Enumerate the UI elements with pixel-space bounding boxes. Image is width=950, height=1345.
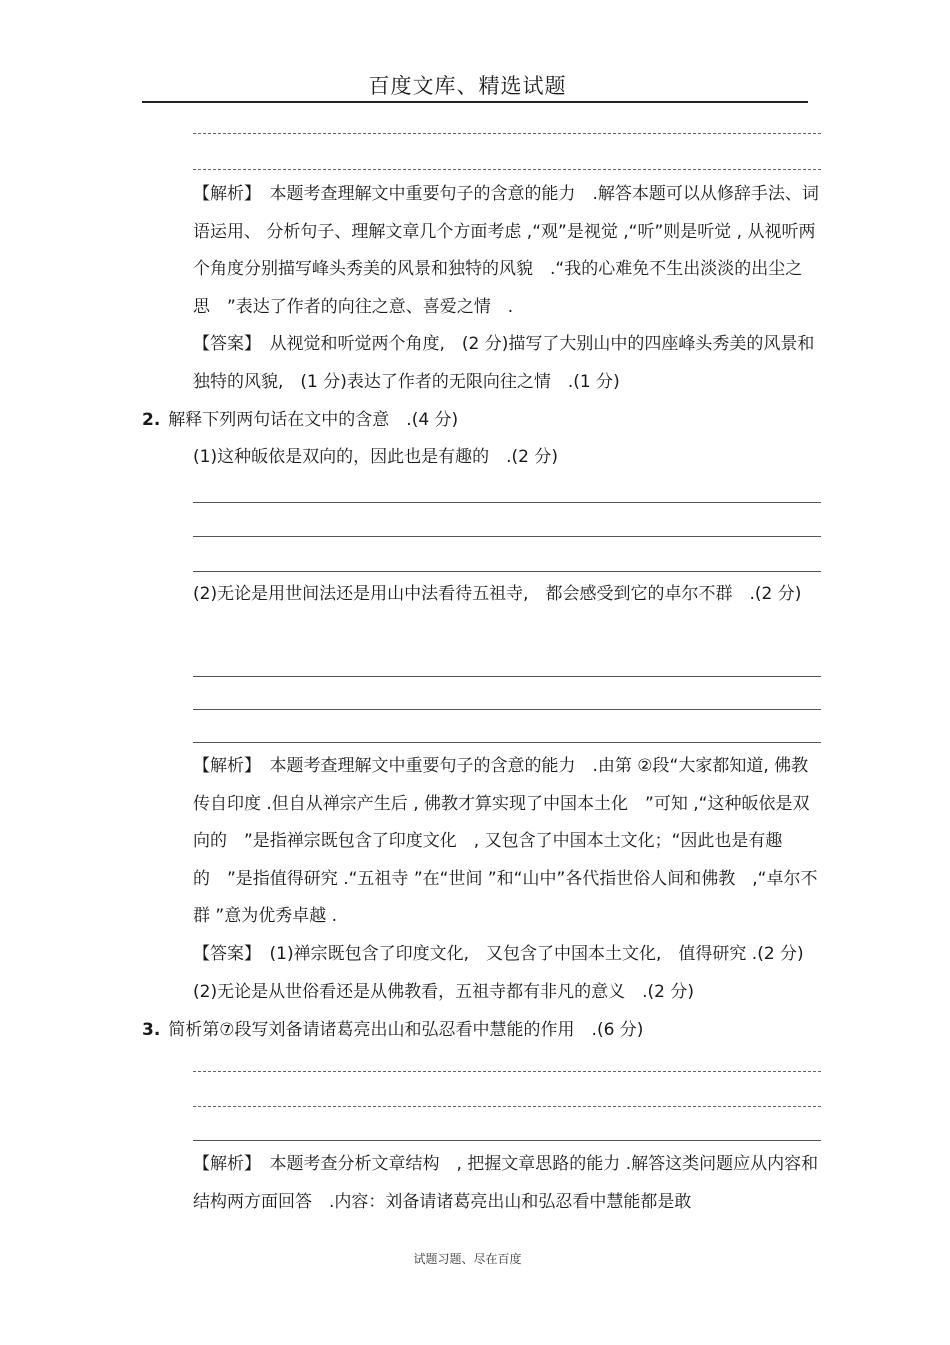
q2-subquestion-2: (2)无论是用世间法还是用山中法看待五祖寺, 都会感受到它的卓尔不群 .(2 分): [193, 584, 802, 604]
answer-line: [193, 742, 821, 743]
answer-line: [193, 709, 821, 710]
q2-answer: 【答案】 (1)禅宗既包含了印度文化, 又包含了中国本土文化, 值得研究 .(2 分)(2)无论是从世俗看还是从佛教看，五祖寺都有非凡的意义 .(2 分): [193, 944, 804, 1002]
answer-line: [193, 571, 821, 572]
page-footer: 试题习题、尽在百度: [413, 1252, 522, 1266]
question-text: 解释下列两句话在文中的含意 .(4 分): [168, 410, 459, 430]
question-number: 3.: [142, 1020, 161, 1040]
header-divider: [142, 101, 808, 103]
question-2: [142, 402, 832, 439]
q1-analysis: 【解析】 本题考查理解文中重要句子的含意的能力 .解答本题可以从修辞手法、词语运用、 分析句子、理解文章几个方面考虑 ,“观”是视觉 ,“听”则是听觉 , 从视听两个角度分别描写峰头秀美的风景和独特的风貌 .“我的心难免不生出淡淡的出尘之思 ”表达了作者的向往之意、喜爱之情 .: [193, 184, 819, 317]
answer-line: [193, 676, 821, 677]
q1-answer: 【答案】 从视觉和听觉两个角度, (2 分)描写了大别山中的四座峰头秀美的风景和独特的风貌, (1 分)表达了作者的无限向往之情 .(1 分): [193, 334, 815, 392]
answer-line: [193, 1106, 821, 1107]
q2-subquestion-1: (1)这种皈依是双向的，因此也是有趣的 .(2 分): [193, 447, 558, 467]
answer-line: [193, 1140, 821, 1141]
answer-line: [193, 169, 821, 170]
answer-line: [193, 133, 821, 134]
answer-line: [193, 536, 821, 537]
q3-analysis: 【解析】 本题考查分析文章结构 , 把握文章思路的能力 .解答这类问题应从内容和结构两方面回答 .内容：刘备请诸葛亮出山和弘忍看中慧能都是敢: [193, 1154, 819, 1212]
question-text: 简析第⑦段写刘备请诸葛亮出山和弘忍看中慧能的作用 .(6 分): [168, 1020, 644, 1040]
q2-analysis: 【解析】 本题考查理解文中重要句子的含意的能力 .由第 ②段“大家都知道, 佛教传自印度 .但自从禅宗产生后 , 佛教才算实现了中国本土化 ”可知 ,“这种皈依是双向的 ”是指禅宗既包含了印度文化 , 又包含了中国本土文化；“因此也是有趣的 ”是指值得研究 .“五祖寺 ”在“世间 ”和“山中”各代指世俗人间和佛教 ,“卓尔不群 ”意为优秀卓越 .: [193, 756, 818, 926]
page-header-title: 百度文库、精选试题: [368, 74, 567, 98]
question-number: 2.: [142, 410, 161, 430]
answer-line: [193, 502, 821, 503]
question-3: [142, 1012, 832, 1049]
answer-line: [193, 1071, 821, 1072]
